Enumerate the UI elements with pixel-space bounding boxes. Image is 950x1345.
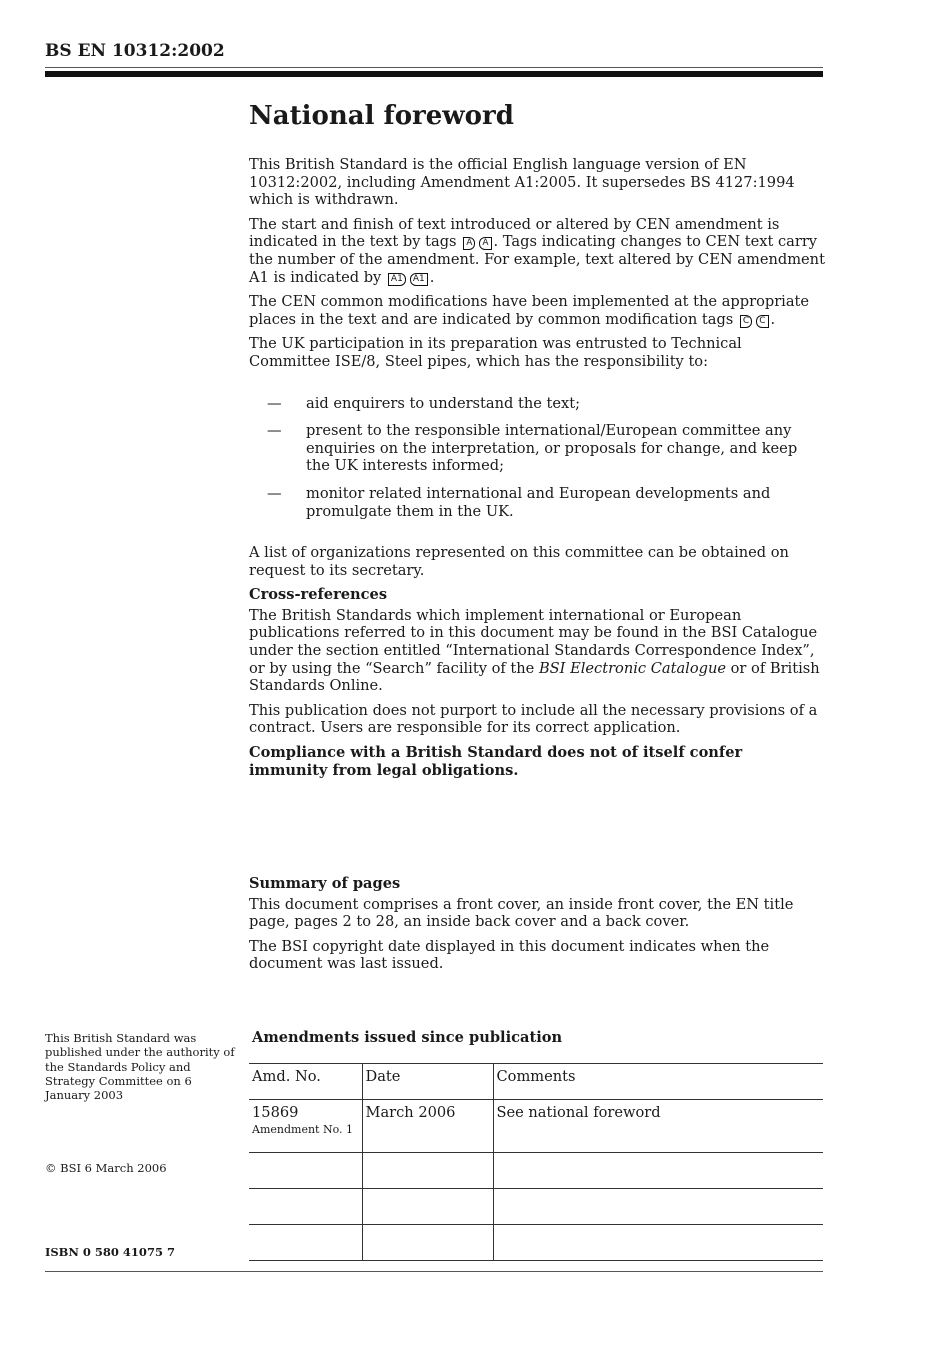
table-header-row <box>249 1064 823 1100</box>
summary-paragraph-copyright: The BSI copyright date displayed in this document indicates when the document was last issued. <box>249 937 770 973</box>
tag-amend-open-icon: A <box>463 237 475 250</box>
publication-note: This British Standard was published under the authority of the Standards Policy and Strategy Committee on 6 January 2003 <box>45 1031 235 1103</box>
paragraph-committee: The UK participation in its preparation was entrusted to Technical Committee ISE/8, Steel pipes, which has the responsibility to: <box>249 335 742 370</box>
tag-c-open-icon: C <box>740 315 752 328</box>
paragraph-edition: This British Standard is the official English language version of EN 10312:2002, including Amendment A1:2005. It supersedes BS 4127:1994 which is withdrawn. <box>249 156 795 209</box>
table-row-empty <box>249 1225 823 1261</box>
header-rule-thin <box>45 67 823 68</box>
paragraph-organizations: A list of organizations represented on this committee can be obtained on request to its secretary. <box>249 544 789 579</box>
summary-of-pages <box>249 875 825 980</box>
isbn: ISBN 0 580 41075 7 <box>45 1245 175 1259</box>
page-title: National foreword <box>249 101 514 131</box>
table-row-empty <box>249 1189 823 1225</box>
header-comments: Comments <box>493 1064 823 1100</box>
table-row-empty <box>249 1153 823 1189</box>
summary-heading: Summary of pages <box>249 875 401 892</box>
tag-amend-close-icon: A <box>479 237 491 250</box>
tag-a1-open-icon: A1 <box>388 273 406 286</box>
copyright-note: © BSI 6 March 2006 <box>45 1161 167 1175</box>
cell-amd-no: 15869 Amendment No. 1 <box>249 1100 362 1153</box>
list-item: — monitor related international and European developments and promulgate them in the UK. <box>267 484 771 520</box>
cell-comments: See national foreword <box>493 1100 823 1153</box>
paragraph-contract: This publication does not purport to include all the necessary provisions of a contract. Users are responsible for its correct application. <box>249 701 818 737</box>
list-item: — present to the responsible international/European committee any enquiries on the interpretation, or proposals for change, and keep the UK interests informed; <box>267 422 798 475</box>
amendments-title: Amendments issued since publication <box>252 1029 563 1046</box>
cross-references-heading: Cross-references <box>249 586 388 604</box>
document-code: BS EN 10312:2002 <box>45 41 225 61</box>
tag-a1-close-icon: A1 <box>410 273 428 286</box>
header-amd-no: Amd. No. <box>249 1064 362 1100</box>
amendments-table <box>249 1063 823 1261</box>
compliance-notice: Compliance with a British Standard does not of itself confer immunity from legal obligations. <box>249 744 743 779</box>
header-rule-thick <box>45 71 823 77</box>
cell-date: March 2006 <box>362 1100 493 1153</box>
paragraph-cross-references: The British Standards which implement international or European publications referred to in this document may be found in the BSI Catalogue under the section entitled “International Standards Correspondence Index”, or by using the “Search” facility of the BSI Electronic Catalogue or of British Standards Online. <box>249 606 820 695</box>
list-item: — aid enquirers to understand the text; <box>267 394 581 412</box>
responsibility-list <box>249 395 825 521</box>
main-text <box>249 156 825 786</box>
header-date: Date <box>362 1064 493 1100</box>
footer-rule <box>45 1271 823 1272</box>
summary-paragraph-pages: This document comprises a front cover, an inside front cover, the EN title page, pages 2 to 28, an inside back cover and a back cover. <box>249 895 794 931</box>
table-row <box>249 1100 823 1153</box>
paragraph-amendment-tags: The start and finish of text introduced or altered by CEN amendment is indicated in the text by tags A A . Tags indicating changes to CEN text carry the number of the amendment. For example, text altered by CEN amendment A1 is indicated by A1 A1 . <box>249 215 825 286</box>
tag-c-close-icon: C <box>756 315 768 328</box>
paragraph-common-mods: The CEN common modifications have been implemented at the appropriate places in the text and are indicated by common modification tags C C . <box>249 293 810 328</box>
